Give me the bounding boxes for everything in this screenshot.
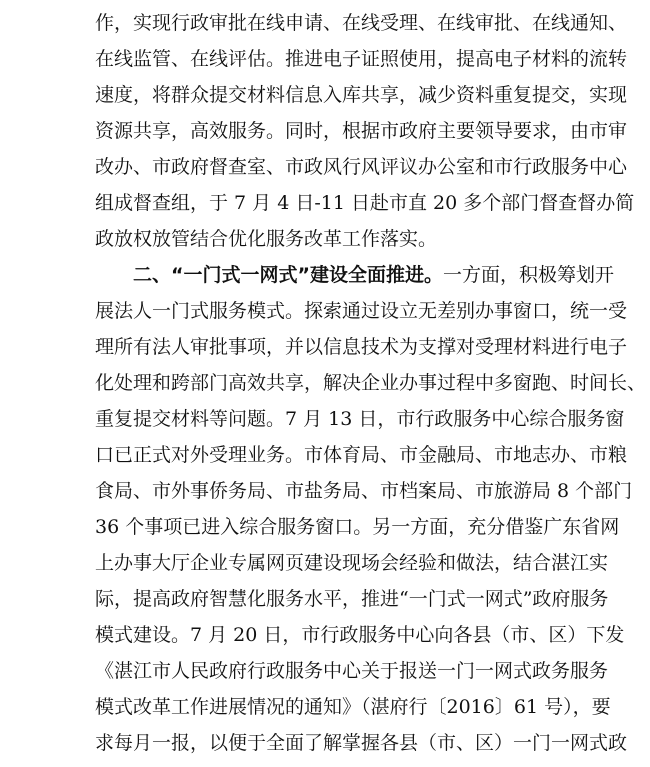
text-line: 理所有法人审批事项，并以信息技术为支撑对受理材料进行电子 bbox=[95, 336, 628, 358]
text-line: 展法人一门式服务模式。探索通过设立无差别办事窗口，统一受 bbox=[95, 300, 628, 322]
text-line: 重复提交材料等问题。7 月 13 日，市行政服务中心综合服务窗 bbox=[95, 408, 625, 430]
text-line: 化处理和跨部门高效共享，解决企业办事过程中多窗跑、时间长、 bbox=[95, 372, 647, 394]
text-line: 求每月一报，以便于全面了解掌握各县（市、区）一门一网式政 bbox=[95, 732, 628, 754]
text-line: 组成督查组，于 7 月 4 日-11 日赴市直 20 多个部门督查督办简 bbox=[95, 192, 635, 214]
text-line: 《湛江市人民政府行政服务中心关于报送一门一网式政务服务 bbox=[95, 660, 609, 682]
text-line: 政放权放管结合优化服务改革工作落实。 bbox=[95, 228, 438, 250]
text-line: 资源共享，高效服务。同时，根据市政府主要领导要求，由市审 bbox=[95, 120, 628, 142]
section-heading-line bbox=[133, 260, 614, 290]
text-line: 模式改革工作进展情况的通知》（湛府行〔2016〕61 号），要 bbox=[95, 696, 611, 718]
section-heading-continuation: 一方面，积极筹划开 bbox=[442, 264, 614, 286]
text-line: 36 个事项已进入综合服务窗口。另一方面，充分借鉴广东省网 bbox=[95, 516, 620, 538]
text-line: 口已正式对外受理业务。市体育局、市金融局、市地志办、市粮 bbox=[95, 444, 628, 466]
section-heading: 二、“一门式一网式”建设全面推进。 bbox=[133, 264, 443, 286]
text-line: 食局、市外事侨务局、市盐务局、市档案局、市旅游局 8 个部门 bbox=[95, 480, 633, 502]
text-line: 改办、市政府督查室、市政风行风评议办公室和市行政服务中心 bbox=[95, 156, 628, 178]
text-line: 上办事大厅企业专属网页建设现场会经验和做法，结合湛江实 bbox=[95, 552, 609, 574]
text-line: 速度，将群众提交材料信息入库共享，减少资料重复提交，实现 bbox=[95, 84, 628, 106]
text-line: 模式建设。7 月 20 日，市行政服务中心向各县（市、区）下发 bbox=[95, 624, 625, 646]
text-line: 际，提高政府智慧化服务水平，推进“一门式一网式”政府服务 bbox=[95, 588, 609, 610]
text-line: 作，实现行政审批在线申请、在线受理、在线审批、在线通知、 bbox=[95, 12, 628, 34]
text-line: 在线监管、在线评估。推进电子证照使用，提高电子材料的流转 bbox=[95, 48, 628, 70]
